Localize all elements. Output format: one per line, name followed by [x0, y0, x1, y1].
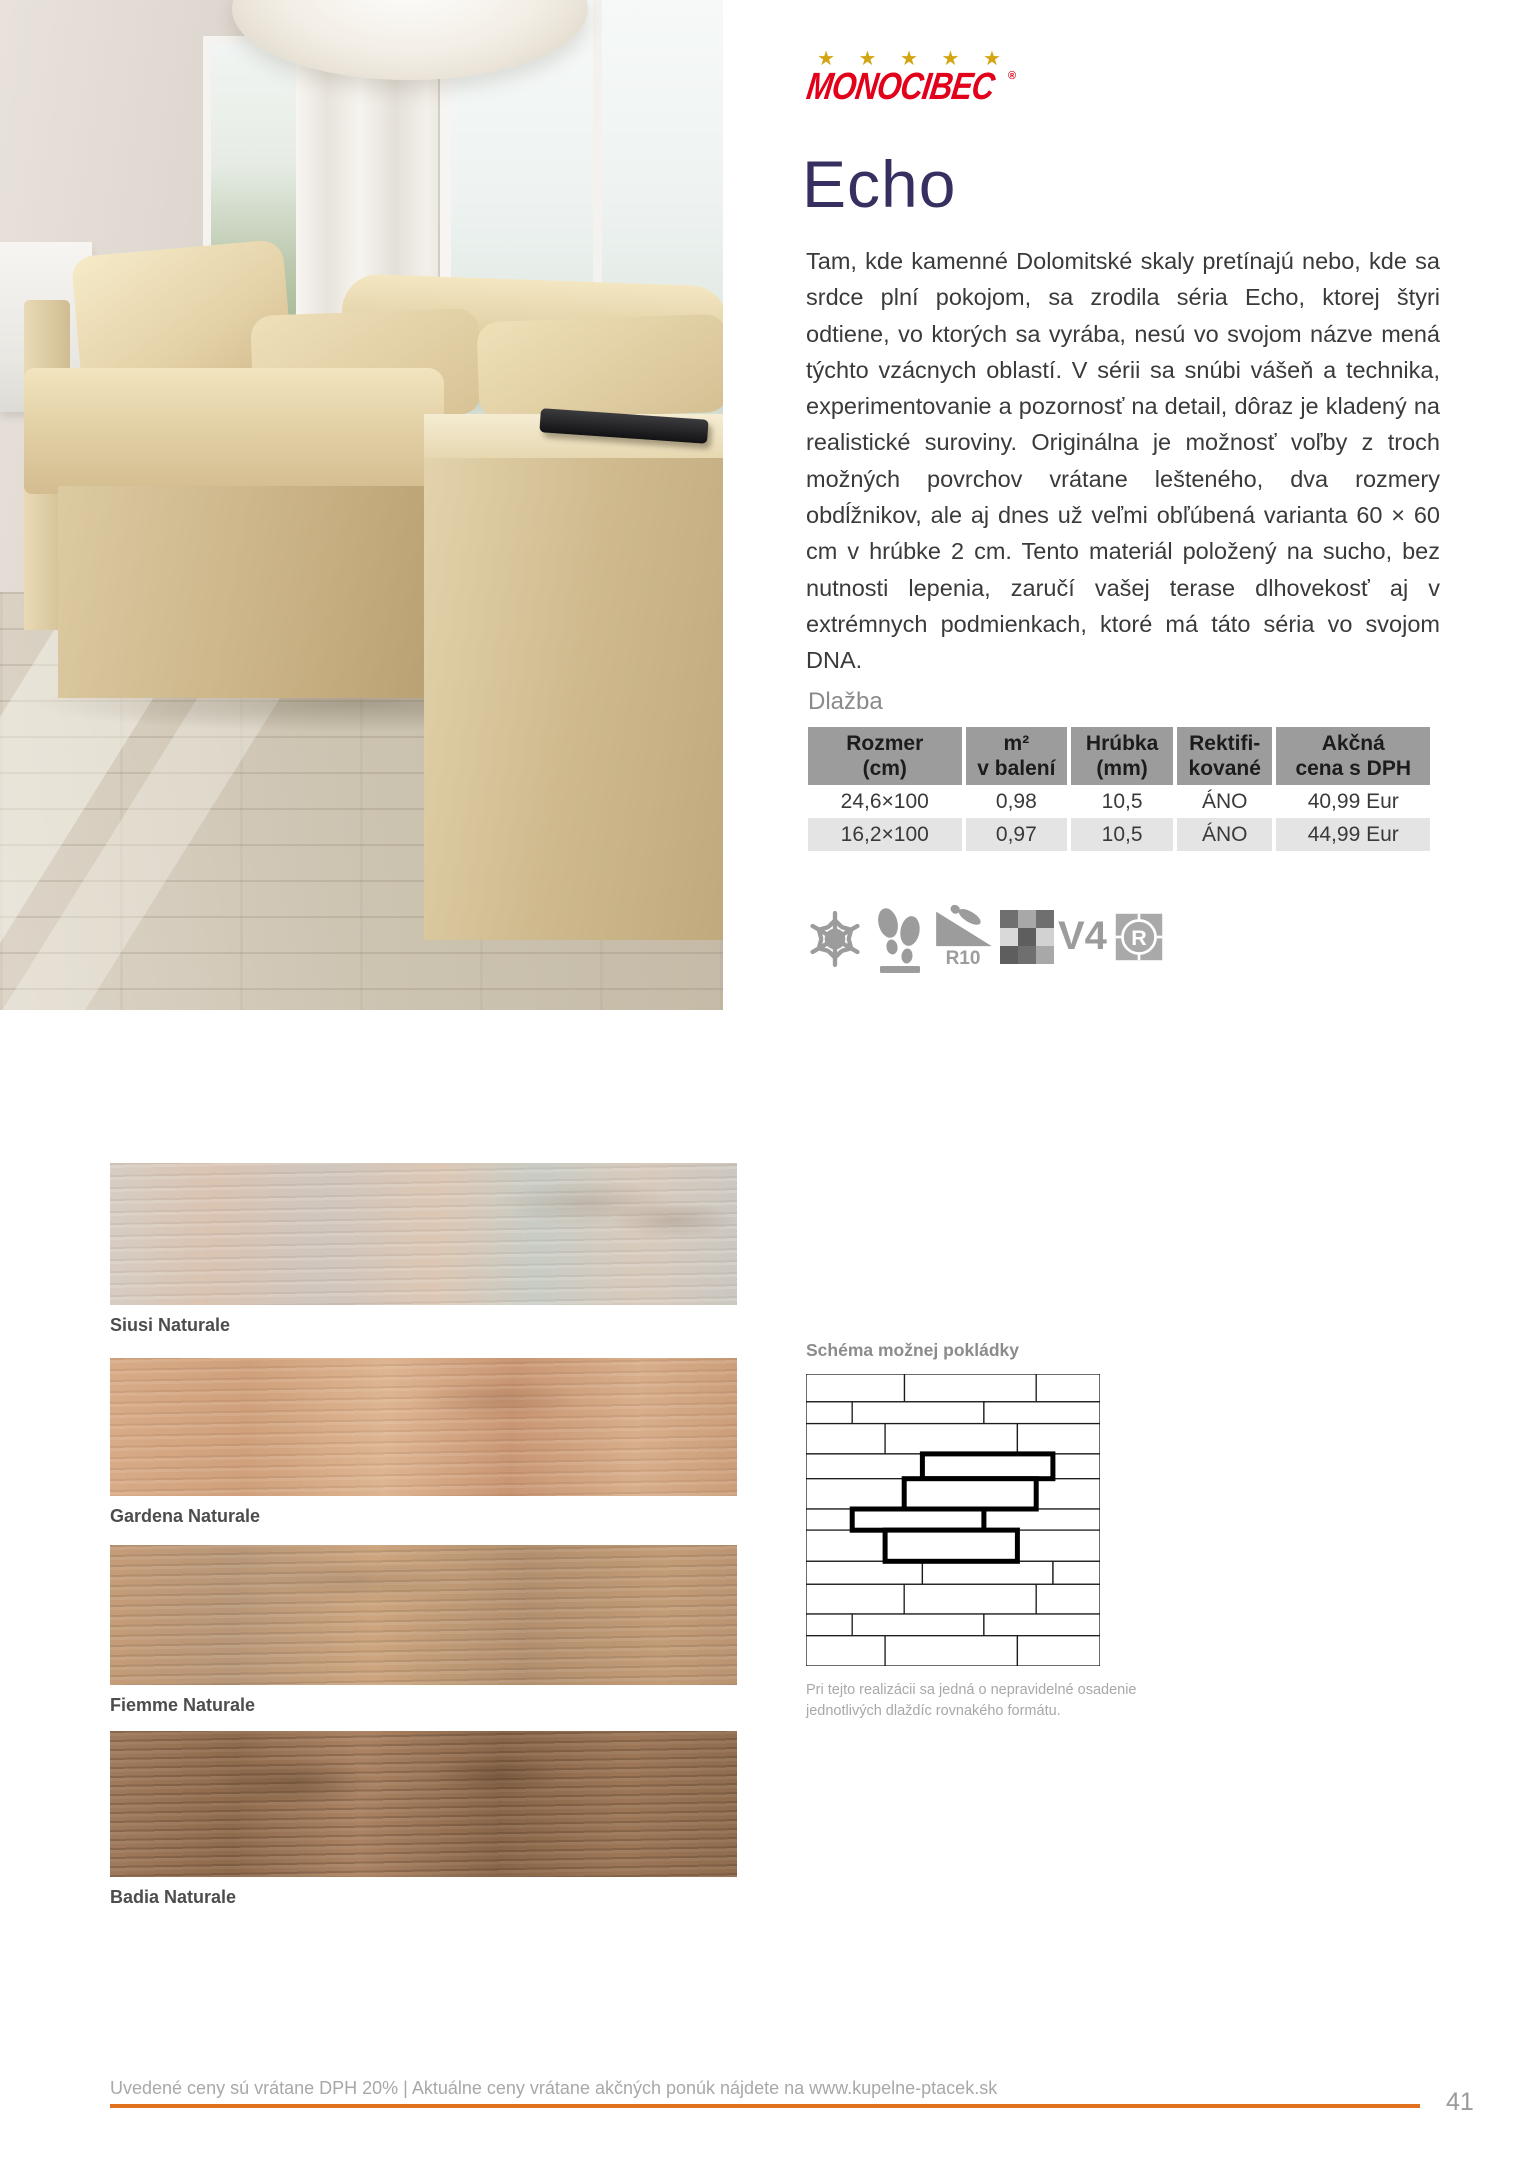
brand-stars-icon: ★ ★ ★ ★ ★ — [817, 48, 1010, 70]
footer-divider — [110, 2104, 1420, 2108]
diagram-tile — [806, 1509, 852, 1530]
diagram-tile — [806, 1374, 905, 1402]
diagram-highlighted-tile — [904, 1479, 1036, 1509]
diagram-highlighted-tile — [885, 1530, 1017, 1561]
price-table — [808, 727, 1430, 851]
tile-swatch-gardena — [110, 1358, 737, 1496]
swatch-label: Fiemme Naturale — [110, 1695, 256, 1715]
diagram-tile — [885, 1424, 1017, 1454]
diagram-highlighted-tile — [852, 1509, 984, 1530]
shade-variation-icon — [1000, 910, 1054, 964]
col-header-size: Rozmer (cm) — [808, 727, 964, 785]
tile-swatch-siusi — [110, 1163, 737, 1305]
table-row — [808, 818, 1430, 851]
price-table-header — [808, 727, 1430, 785]
diagram-tile — [806, 1614, 852, 1636]
v4-shade-label: V4 — [1058, 914, 1107, 958]
diagram-caption: Pri tejto realizácii sa jedná o nepravidelné osadenie jednotlivých dlaždíc rovnakého formátu. — [806, 1682, 1137, 1719]
diagram-highlighted-tile — [922, 1454, 1053, 1479]
page-title: Echo — [802, 147, 957, 221]
tile-swatch-fiemme — [110, 1545, 737, 1685]
diagram-tile — [984, 1509, 1100, 1530]
registered-trademark-icon: ® — [1008, 70, 1017, 82]
col-header-price: Akčná cena s DPH — [1274, 727, 1430, 785]
diagram-tile — [806, 1561, 922, 1584]
diagram-tile — [1036, 1584, 1100, 1614]
diagram-tile — [904, 1584, 1036, 1614]
photo-sofa-arm-right — [424, 458, 723, 940]
diagram-tile — [885, 1636, 1017, 1666]
diagram-tile — [852, 1402, 984, 1424]
brand-logo: MONOCIBEC — [804, 66, 997, 108]
r10-rating-label: R10 — [945, 948, 981, 969]
diagram-tile — [806, 1479, 904, 1509]
swatch-label: Siusi Naturale — [110, 1315, 231, 1335]
diagram-tile — [1053, 1561, 1100, 1584]
table-cell: 16,2×100 — [808, 818, 964, 851]
diagram-title: Schéma možnej pokládky — [806, 1340, 1019, 1360]
diagram-tile — [806, 1636, 885, 1666]
photo-sofa-seat — [24, 368, 444, 494]
diagram-tile — [1017, 1636, 1100, 1666]
diagram-tile — [806, 1530, 885, 1561]
layout-diagram-svg — [806, 1374, 1100, 1666]
rectified-icon — [1114, 912, 1164, 962]
diagram-tile — [1053, 1454, 1100, 1479]
col-header-thickness: Hrúbka (mm) — [1069, 727, 1175, 785]
diagram-tile — [806, 1424, 885, 1454]
series-description: Tam, kde kamenné Dolomitské skaly pretínajú nebo, kde sa srdce plní pokojom, sa zrodila séria Echo, ktorej štyri odtiene, vo ktorých sa vyrába, nesú vo svojom názve mená týchto vzácnych oblastí. V sérii sa snúbi vášeň a technika, experimentovanie a pozornosť na detail, dôraz je kladený na realistické suroviny. Originálna je možnosť voľby z troch možných povrchov vrátane lešteného, dva rozmery obdĺžnikov, ale aj dnes už veľmi obľúbená varianta 60 × 60 cm v hrúbke 2 cm. Tento materiál položený na sucho, bez nutnosti lepenia, zaručí vašej terase dlhovekosť aj v extrémnych podmienkach, ktoré má táto séria vo svojom DNA. — [806, 248, 1440, 674]
table-cell: ÁNO — [1175, 785, 1275, 818]
table-cell: ÁNO — [1175, 818, 1275, 851]
table-cell: 40,99 Eur — [1274, 785, 1430, 818]
diagram-tile — [984, 1614, 1100, 1636]
frost-resistant-icon — [806, 910, 864, 968]
table-cell: 10,5 — [1069, 785, 1175, 818]
table-row — [808, 785, 1430, 818]
table-cell: 0,98 — [964, 785, 1070, 818]
tile-swatch-badia — [110, 1731, 737, 1877]
diagram-tile — [984, 1402, 1100, 1424]
hero-photo — [0, 0, 723, 1010]
table-cell: 0,97 — [964, 818, 1070, 851]
col-header-m2: m² v balení — [964, 727, 1070, 785]
photo-cushion — [476, 314, 723, 421]
foot-traffic-icon — [872, 903, 924, 973]
table-cell: 10,5 — [1069, 818, 1175, 851]
diagram-tile — [806, 1584, 904, 1614]
swatch-label: Gardena Naturale — [110, 1506, 261, 1526]
table-cell: 44,99 Eur — [1274, 818, 1430, 851]
page-number: 41 — [1446, 2088, 1474, 2116]
table-cell: 24,6×100 — [808, 785, 964, 818]
diagram-tile — [922, 1561, 1053, 1584]
diagram-tile — [806, 1402, 852, 1424]
swatch-label: Badia Naturale — [110, 1887, 237, 1907]
diagram-tile — [1036, 1374, 1100, 1402]
photo-sofa-front — [58, 486, 448, 698]
diagram-tile — [905, 1374, 1037, 1402]
diagram-tile — [1017, 1530, 1100, 1561]
diagram-tile — [852, 1614, 984, 1636]
diagram-tile — [806, 1454, 922, 1479]
table-section-label: Dlažba — [808, 688, 883, 715]
col-header-rectified: Rektifi- kované — [1175, 727, 1275, 785]
price-table-body — [808, 785, 1430, 851]
diagram-tile — [1036, 1479, 1100, 1509]
diagram-tile — [1017, 1424, 1100, 1454]
slip-resistance-icon — [932, 902, 994, 948]
footer-note: Uvedené ceny sú vrátane DPH 20% | Aktuálne ceny vrátane akčných ponúk nájdete na www.kupelne-ptacek.sk — [110, 2078, 998, 2098]
svg-text:R: R — [1131, 926, 1147, 951]
